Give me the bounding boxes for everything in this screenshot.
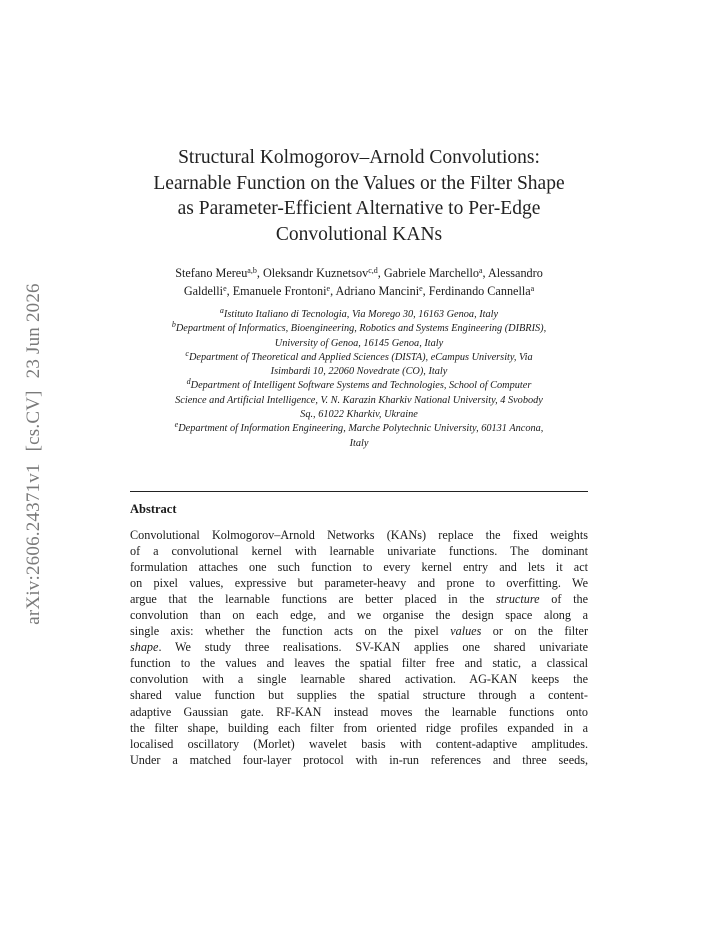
title-line: Structural Kolmogorov–Arnold Convolutions: xyxy=(178,147,540,168)
abstract-line xyxy=(130,623,588,639)
affiliation-line xyxy=(130,422,588,436)
author-line: Stefano Mereu$^{a,b}$, Oleksandr Kuznetsov$^{c,d}$, Gabriele Marchello$^a$, Alessandro xyxy=(175,266,543,280)
abstract-body xyxy=(130,527,588,768)
abstract-line: the filter shape, building each filter from oriented ridge profiles expanded in a xyxy=(130,720,588,735)
affiliation-line: Italy xyxy=(349,437,369,449)
abstract-text: of the xyxy=(551,592,589,607)
author-line: Galdelli$^e$, Emanuele Frontoni$^e$, Adriano Mancini$^e$, Ferdinando Cannella$^a$ xyxy=(183,284,535,298)
affiliation-line xyxy=(130,379,588,393)
affiliation-line: Sq., 61022 Kharkiv, Ukraine xyxy=(300,409,418,421)
affiliation-line xyxy=(130,308,588,322)
affiliation-line xyxy=(130,348,588,365)
author: Stefano Mereu xyxy=(175,266,248,280)
arxiv-id: arXiv:2606.24371v1 xyxy=(23,463,44,625)
author-affil-mark: a,b xyxy=(247,266,257,275)
author-affil-mark: c,d xyxy=(368,266,378,275)
abstract-heading: Abstract xyxy=(130,502,177,516)
author: Ferdinando Cannella xyxy=(428,284,531,298)
affil-mark: e xyxy=(174,420,179,430)
author-affil-mark: a xyxy=(478,266,483,275)
author-affil-mark: e xyxy=(326,284,331,293)
abstract-emphasis: shape xyxy=(130,640,159,655)
affil-mark: b xyxy=(171,320,176,330)
affil-text: Department of Intelligent Software Systems and Technologies, School of Computer xyxy=(190,380,532,392)
author-affil-mark: e xyxy=(223,284,227,293)
author: Oleksandr Kuznetsov xyxy=(262,266,369,280)
abstract-text: . We study three realisations. SV-KAN applies one shared univariate xyxy=(158,640,588,655)
paper-title xyxy=(130,145,588,247)
abstract-line: localised oscillatory (Morlet) wavelet basis with content-adaptive amplitudes. xyxy=(130,736,588,751)
author-affil-mark: e xyxy=(419,284,423,293)
arxiv-date: 23 Jun 2026 xyxy=(23,283,44,379)
author: Galdelli xyxy=(183,284,224,298)
abstract-line: Under a matched four-layer protocol with in-run references and three seeds, xyxy=(130,752,588,767)
abstract-line: Convolutional Kolmogorov–Arnold Networks (KANs) replace the fixed weights xyxy=(130,528,588,542)
abstract-line: convolution than on each edge, and we organise the design space along a xyxy=(130,608,588,623)
abstract-emphasis: values xyxy=(450,624,482,639)
author: Gabriele Marchello xyxy=(383,266,479,280)
arxiv-category: [cs.CV] xyxy=(23,390,44,452)
affiliation-line xyxy=(130,322,588,336)
affiliation-line: Science and Artificial Intelligence, V. N. Karazin Kharkiv National University, 4 Svobody xyxy=(175,394,543,406)
affil-text: Department of Informatics, Bioengineering, Robotics and Systems Engineering (DIBRIS), xyxy=(175,323,547,335)
abstract-line: of a convolutional kernel with learnable univariate functions. The dominant xyxy=(130,544,588,559)
affil-mark: a xyxy=(219,306,224,315)
title-line: Convolutional KANs xyxy=(275,223,443,245)
author: Alessandro xyxy=(487,266,543,280)
author: Emanuele Frontoni xyxy=(232,284,327,298)
affiliations xyxy=(130,308,588,451)
affil-text: Department of Information Engineering, Marche Polytechnic University, 60131 Ancona, xyxy=(178,423,544,435)
section-divider xyxy=(130,491,588,492)
abstract-text: argue that the learnable functions are better placed in the xyxy=(130,592,485,607)
abstract-line: adaptive Gaussian gate. RF-KAN instead moves the learnable functions onto xyxy=(130,704,588,719)
abstract-line: shared value function but supplies the spatial structure through a content- xyxy=(130,688,588,703)
affil-text: Department of Theoretical and Applied Sciences (DISTA), eCampus University, Via xyxy=(188,351,533,363)
abstract-line: convolution with a single learnable shared activation. AG-KAN keeps the xyxy=(130,672,588,687)
abstract-line: on pixel values, expressive but parameter-heavy and prone to overfitting. We xyxy=(130,576,588,591)
author-list xyxy=(130,264,588,300)
arxiv-identifier xyxy=(23,271,45,625)
affil-text: Istituto Italiano di Tecnologia, Via Morego 30, 16163 Genoa, Italy xyxy=(223,309,499,320)
author: Adriano Mancini xyxy=(335,284,420,298)
author-affil-mark: a xyxy=(530,284,535,293)
abstract-text: or on the filter xyxy=(492,624,589,639)
affil-mark: c xyxy=(185,348,189,358)
abstract-line xyxy=(130,591,588,607)
affiliation-line: Isimbardi 10, 22060 Novedrate (CO), Italy xyxy=(270,366,448,378)
title-line: as Parameter-Efficient Alternative to Per-Edge xyxy=(177,198,541,219)
affil-mark: d xyxy=(186,377,191,387)
abstract-emphasis: structure xyxy=(495,592,540,607)
abstract-line xyxy=(130,639,588,655)
abstract-line: function to the values and leaves the spatial filter free and static, a classical xyxy=(130,656,588,671)
abstract-line: formulation attaches one such function to every kernel entry and lets it act xyxy=(130,560,588,575)
abstract-text: single axis: whether the function acts on the pixel xyxy=(130,624,439,639)
affiliation-line: University of Genoa, 16145 Genoa, Italy xyxy=(274,337,444,349)
title-line: Learnable Function on the Values or the Filter Shape xyxy=(153,172,565,194)
